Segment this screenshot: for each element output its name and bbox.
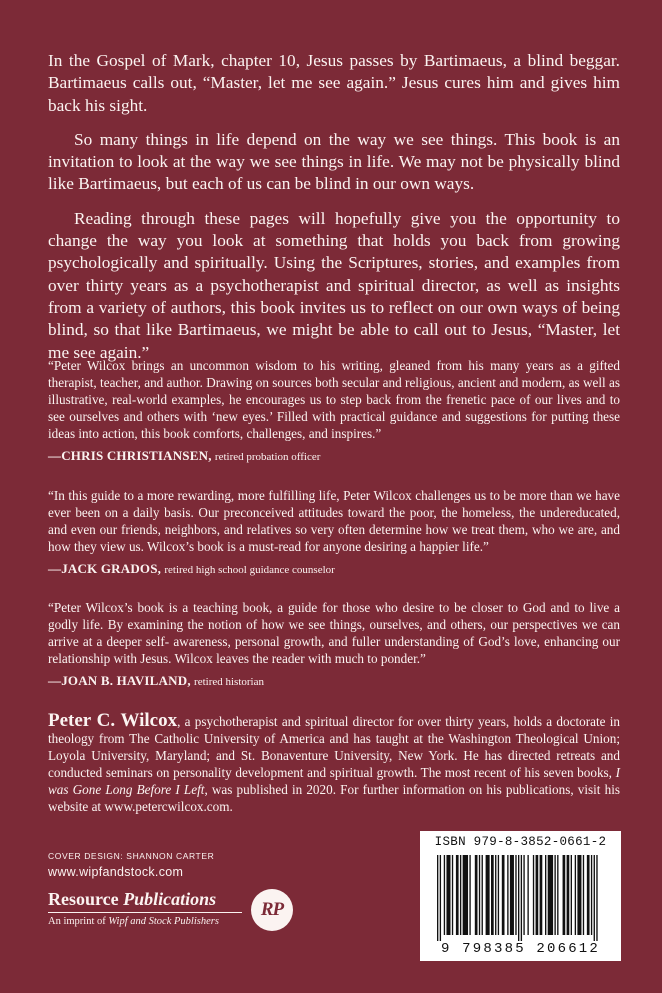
endorsement <box>48 599 620 691</box>
endorser-name: —CHRIS CHRISTIANSEN, <box>48 448 212 464</box>
endorser-role: retired high school guidance counselor <box>164 563 335 576</box>
blurb-paragraph-3: Reading through these pages will hopefully give you the opportunity to change the way you look at something that holds you back from growing psychologically and spiritually. Using the Scriptures, stories, and examples from over thirty years as a psychotherapist and spiritual director, as well as insights from a variety of authors, this book invites us to reflect on our own ways of being blind, so that like Bartimaeus, we might be able to call out to Jesus, “Master, let me see again.” <box>48 208 620 362</box>
back-cover-blurb <box>48 50 620 376</box>
publisher-website: www.wipfandstock.com <box>48 865 184 879</box>
endorsement-quote: “Peter Wilcox’s book is a teaching book, a guide for those who desire to be closer to God and to live a godly life. By examining the notion of how we see things, ourselves, and others, our perspectives we can arrive at a deeper self- awareness, personal growth, and fuller understanding of God’s love, enhancing our relationship with Jesus. Wilcox leaves the reader with much to ponder.” <box>48 600 620 667</box>
endorsement-quote: “Peter Wilcox brings an uncommon wisdom to his writing, gleaned from his many years as a gifted therapist, teacher, and author. Drawing on sources both secular and religious, ancient and modern, as well as illustrative, real-world examples, he encourages us to step back from the frenetic pace of our lives and to see ourselves and others with ‘new eyes.’ Filled with practical guidance and suggestions for putting these ideas into action, this book comforts, challenges, and inspires.” <box>48 358 620 442</box>
credits <box>48 851 214 879</box>
endorsement-quote: “In this guide to a more rewarding, more fulfilling life, Peter Wilcox challenges us to be more than we have ever been on a daily basis. Our preconceived attitudes toward the poor, the homeless, the undereducated, and even our friends, neighbors, and relatives so very often determine how we treat them, who we are, and how they view us. Wilcox’s book is a must-read for anyone desiring a happier life.” <box>48 487 620 554</box>
endorser-role: retired probation officer <box>214 451 321 464</box>
publisher-name-plain: Resource <box>48 889 124 909</box>
barcode-digits: 9 798385 206612 <box>440 941 601 957</box>
endorsement-attribution <box>48 560 620 579</box>
bio-text-part-1: , a psychotherapist and spiritual director for over thirty years, holds a doctorate in theology from The Catholic University of America and has taught at the Washington Theological Union; Loyola University, Maryland; and St. Bonaventure University, New York. He has directed retreats and conducted seminars on personality development and spiritual growth. The most recent of his seven books, <box>48 714 620 781</box>
author-bio-text <box>48 712 620 816</box>
endorsement <box>48 487 620 579</box>
publisher-tagline-prefix: An imprint of <box>48 916 109 927</box>
cover-design-credit: COVER DESIGN: SHANNON CARTER <box>48 851 215 861</box>
barcode-panel <box>420 831 621 961</box>
endorsements <box>48 357 620 712</box>
barcode-icon <box>433 855 608 941</box>
endorser-name: —JACK GRADOS, <box>48 560 162 576</box>
publisher-name-italic: Publications <box>123 889 217 909</box>
rp-logo-icon: RP <box>251 889 293 931</box>
endorser-role: retired historian <box>194 676 264 689</box>
endorsement-attribution <box>48 672 620 691</box>
publisher-parent-name: Wipf and Stock Publishers <box>108 916 219 927</box>
publisher-divider <box>48 912 242 913</box>
blurb-paragraph-2: So many things in life depend on the way we see things. This book is an invitation to look at the way we see things in life. We may not be physically blind like Bartimaeus, but each of us can be blind in our own ways. <box>48 129 620 194</box>
bio-text-part-2: , was published in 2020. For further information on his publications, visit his website at www.petercwilcox.com. <box>48 782 620 815</box>
author-bio <box>48 712 620 816</box>
endorsement-attribution <box>48 447 620 466</box>
book-title: I was Gone Long Before I Left <box>48 765 620 798</box>
blurb-paragraph-1: In the Gospel of Mark, chapter 10, Jesus passes by Bartimaeus, a blind beggar. Bartimaeus calls out, “Master, let me see again.” Jesus cures him and gives him back his sight. <box>48 51 620 115</box>
author-name: Peter C. Wilcox <box>48 710 178 731</box>
endorser-name: —JOAN B. HAVILAND, <box>48 673 191 689</box>
isbn-label: ISBN 979-8-3852-0661-2 <box>434 835 607 849</box>
endorsement <box>48 357 620 467</box>
